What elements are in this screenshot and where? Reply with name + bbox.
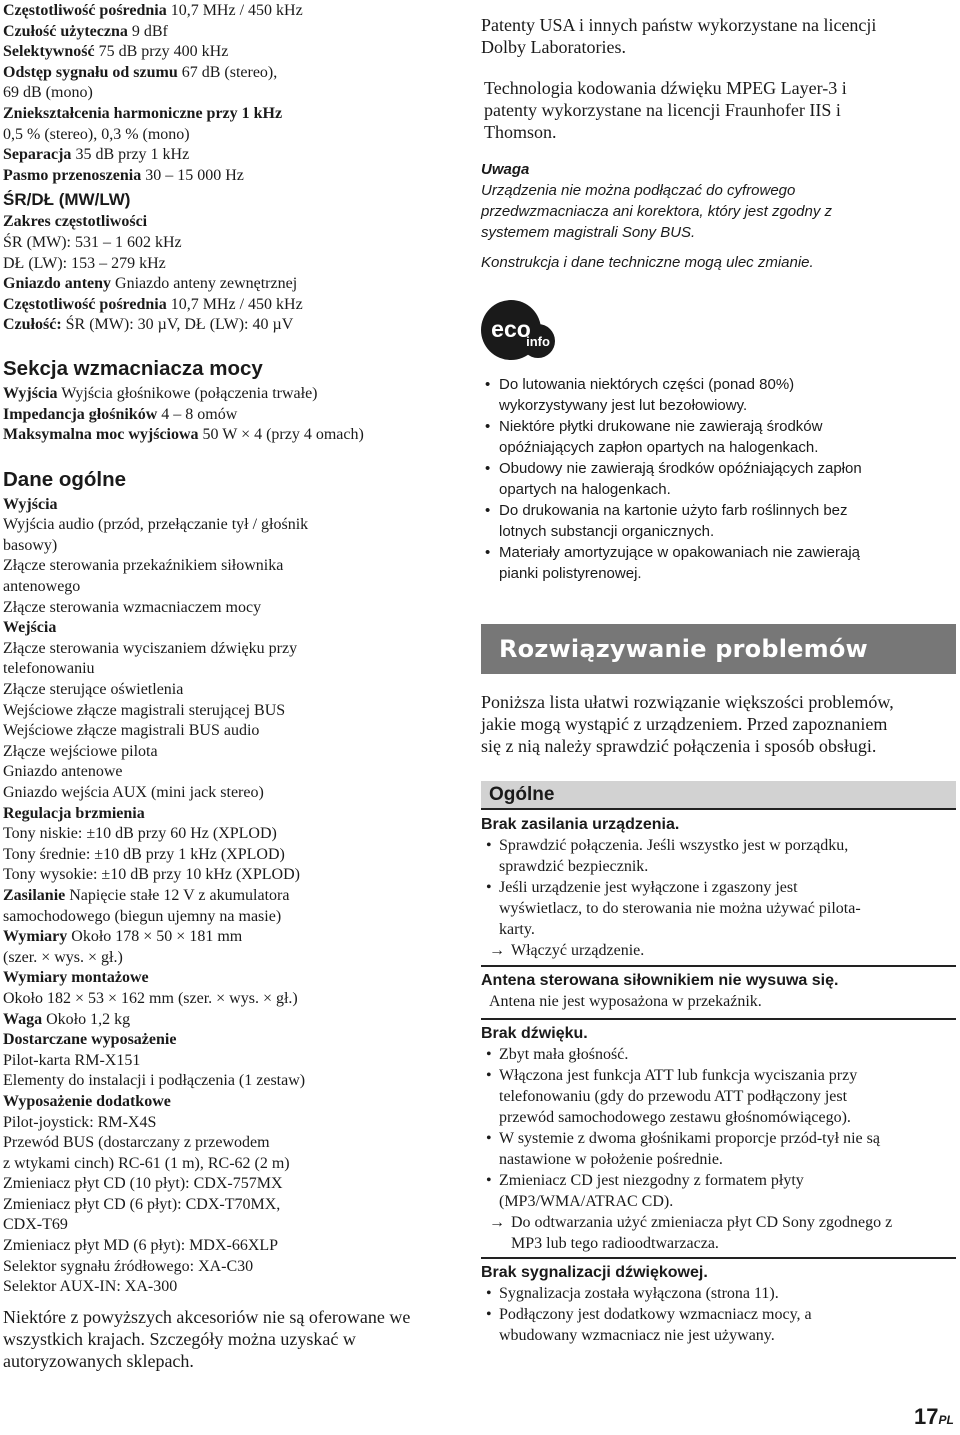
solution-item: • Sygnalizacja została wyłączona (strona 11). — [481, 1283, 881, 1304]
spec-continuation: Tony średnie: ±10 dB przy 1 kHz (XPLOD) — [3, 845, 285, 863]
spec-row — [3, 425, 465, 446]
spec-continuation: Wejściowe złącze magistrali sterującej BUS — [3, 701, 286, 719]
section-rule — [481, 1018, 956, 1020]
right-column — [481, 0, 956, 1346]
fm-spec-list — [3, 1, 465, 186]
spec-label: Częstotliwość pośrednia — [3, 295, 167, 313]
spec-row — [3, 166, 465, 187]
general-section-heading: Dane ogólne — [3, 467, 127, 491]
spec-row — [3, 145, 465, 166]
spec-continuation: Gniazdo wejścia AUX (mini jack stereo) — [3, 784, 264, 801]
spec-label: Separacja — [3, 146, 72, 164]
spec-label: Waga — [3, 1010, 43, 1028]
spec-continuation: Selektor AUX-IN: XA-300 — [3, 1278, 178, 1296]
spec-continuation: Gniazdo antenowe — [3, 763, 123, 781]
spec-label: Selektywność — [3, 43, 95, 61]
spec-row — [3, 804, 465, 825]
solution-item: • Zmieniacz CD jest niezgodny z formatem płyty (MP3/WMA/ATRAC CD). — [481, 1170, 901, 1212]
spec-value: 35 dB przy 1 kHz — [75, 146, 190, 164]
spec-label: Odstęp sygnału od szumu — [3, 63, 178, 81]
section-rule — [481, 965, 956, 967]
spec-continuation: Złącze sterowania przekaźnikiem siłownika — [3, 557, 284, 575]
spec-label: Wymiary — [3, 928, 68, 946]
spec-continuation: Pilot-joystick: RM-X4S — [3, 1113, 157, 1131]
spec-label: Wyjścia — [3, 384, 58, 402]
problem-no-power-solutions — [481, 835, 881, 940]
spec-value: 9 dBf — [131, 22, 168, 40]
spec-value: 50 W × 4 (przy 4 omach) — [202, 426, 364, 444]
spec-label: Wymiary montażowe — [3, 969, 149, 987]
spec-continuation: Elementy do instalacji i podłączenia (1 zestaw) — [3, 1072, 306, 1090]
arrow-right-icon: → — [489, 1214, 505, 1231]
spec-row — [3, 886, 465, 907]
eco-bullet-item: • Niektóre płytki drukowane nie zawierają środków opóźniających zapłon opartych na halogenkach. — [481, 416, 881, 458]
solution-item: • Sprawdzić połączenia. Jeśli wszystko jest w porządku, sprawdzić bezpiecznik. — [481, 835, 881, 877]
spec-continuation: Złącze sterowania wyciszaniem dźwięku przy — [3, 639, 298, 657]
solution-item: • Włączona jest funkcja ATT lub funkcja wyciszania przy telefonowaniu (gdy do przewodu ATT podłączony jest przewód samochodowego zestawu głośnomówiącego). — [481, 1065, 901, 1128]
spec-label: Wejścia — [3, 619, 57, 637]
solution-item: • Jeśli urządzenie jest wyłączone i zgaszony jest wyświetlacz, to do sterowania nie można używać pilota-karty. — [481, 877, 881, 940]
spec-row — [3, 274, 465, 295]
note-heading: Uwaga — [481, 161, 530, 178]
troubleshooting-title: Rozwiązywanie problemów — [499, 635, 868, 663]
spec-label: Zniekształcenia harmoniczne przy 1 kHz — [3, 104, 283, 122]
spec-row — [3, 618, 465, 639]
spec-continuation: Zmieniacz płyt CD (6 płyt): CDX-T70MX, — [3, 1195, 281, 1213]
spec-label: Gniazdo anteny — [3, 275, 112, 293]
spec-value: 30 – 15 000 Hz — [145, 166, 244, 184]
spec-value: 75 dB przy 400 kHz — [98, 43, 229, 61]
spec-value: 4 – 8 omów — [161, 405, 238, 423]
spec-row — [3, 1010, 465, 1031]
spec-label: Wyjścia — [3, 495, 58, 513]
spec-continuation: (szer. × wys. × gł.) — [3, 948, 123, 966]
spec-row — [3, 384, 465, 405]
spec-continuation: Wejściowe złącze magistrali BUS audio — [3, 722, 260, 740]
spec-value: Około 1,2 kg — [46, 1010, 131, 1028]
spec-continuation: CDX-T69 — [3, 1216, 68, 1234]
mwlw-heading: ŚR/DŁ (MW/LW) — [3, 190, 131, 210]
eco-bullet-item: • Do lutowania niektórych części (ponad 80%) wykorzystywany jest lut bezołowiowy. — [481, 374, 881, 416]
spec-label: Czułość użyteczna — [3, 22, 128, 40]
spec-label: Częstotliwość pośrednia — [3, 2, 167, 19]
spec-row — [3, 1092, 465, 1113]
spec-continuation: DŁ (LW): 153 – 279 kHz — [3, 254, 166, 272]
spec-value: 67 dB (stereo), — [181, 63, 278, 81]
page-number-suffix: PL — [938, 1413, 954, 1427]
spec-continuation: ŚR (MW): 531 – 1 602 kHz — [3, 233, 182, 251]
spec-continuation: Pilot-karta RM-X151 — [3, 1051, 141, 1069]
solution-item: • Zbyt mała głośność. — [481, 1044, 901, 1065]
problem-no-sound: Brak dźwięku. — [481, 1025, 588, 1042]
spec-continuation: z wtykami cinch) RC-61 (1 m), RC-62 (2 m) — [3, 1154, 290, 1172]
spec-row — [3, 315, 465, 336]
spec-continuation: Złącze sterujące oświetlenia — [3, 681, 184, 699]
problem-no-power: Brak zasilania urządzenia. — [481, 816, 680, 833]
problem-no-beep: Brak sygnalizacji dźwiękowej. — [481, 1264, 708, 1281]
spec-continuation: samochodowego (biegun ujemny na masie) — [3, 907, 282, 925]
spec-value: 10,7 MHz / 450 kHz — [170, 295, 303, 313]
spec-row — [3, 212, 465, 233]
page-number — [914, 1404, 954, 1430]
problem-no-sound-solutions — [481, 1044, 901, 1212]
spec-continuation: Złącze wejściowe pilota — [3, 742, 158, 760]
action-text: Włączyć urządzenie. — [511, 942, 645, 959]
spec-value: 10,7 MHz / 450 kHz — [170, 2, 303, 19]
spec-continuation: Około 182 × 53 × 162 mm (szer. × wys. × gł.) — [3, 989, 298, 1007]
spec-value: Wyjścia głośnikowe (połączenia trwałe) — [61, 384, 318, 402]
solution-item: • W systemie z dwoma głośnikami proporcje przód-tył nie są nastawione w położenie pośrednie. — [481, 1128, 901, 1170]
amp-spec-list — [3, 384, 465, 446]
spec-value: Około 178 × 50 × 181 mm — [71, 928, 243, 946]
spec-row — [3, 63, 465, 84]
solution-item: • Podłączony jest dodatkowy wzmacniacz mocy, a wbudowany wzmacniacz nie jest używany. — [481, 1304, 881, 1346]
spec-label: Dostarczane wyposażenie — [3, 1031, 177, 1049]
spec-label: Maksymalna moc wyjściowa — [3, 426, 199, 444]
eco-bullet-item: • Do drukowania na kartonie użyto farb roślinnych bez lotnych substancji organicznych. — [481, 500, 881, 542]
spec-label: Regulacja brzmienia — [3, 804, 145, 822]
spec-label: Czułość: — [3, 316, 62, 334]
spec-row — [3, 1, 465, 22]
amp-section-heading: Sekcja wzmacniacza mocy — [3, 356, 263, 380]
spec-label: Pasmo przenoszenia — [3, 166, 142, 184]
spec-continuation: Przewód BUS (dostarczany z przewodem — [3, 1134, 270, 1152]
spec-row — [3, 1030, 465, 1051]
spec-continuation: telefonowaniu — [3, 660, 95, 678]
spec-continuation: Zmieniacz płyt MD (6 płyt): MDX-66XLP — [3, 1237, 279, 1255]
spec-label: Zakres częstotliwości — [3, 213, 148, 231]
accessories-footnote: Niektóre z powyższych akcesoriów nie są oferowane we wszystkich krajach. Szczegóły można uzyskać w autoryzowanych sklepach. — [3, 1306, 411, 1371]
page-number-value: 17 — [914, 1404, 939, 1429]
spec-label: Zasilanie — [3, 886, 66, 904]
spec-row — [3, 968, 465, 989]
troubleshooting-intro: Poniższa lista ułatwi rozwiązanie większości problemów, jakie mogą wystąpić z urządzeniem. Przed zapoznaniem się z nią należy sprawdzić połączenia i sposób obsługi. — [481, 692, 894, 756]
dolby-notice: Patenty USA i innych państw wykorzystane na licencji Dolby Laboratories. — [481, 15, 877, 57]
eco-bullet-item: • Obudowy nie zawierają środków opóźniających zapłon opartych na halogenkach. — [481, 458, 881, 500]
mpeg-notice: Technologia kodowania dźwięku MPEG Layer-3 i patenty wykorzystane na licencji Fraunhofer IIS i Thomson. — [484, 78, 847, 142]
spec-row — [3, 495, 465, 516]
problem-no-beep-solutions — [481, 1283, 881, 1346]
spec-continuation: Tony niskie: ±10 dB przy 60 Hz (XPLOD) — [3, 825, 277, 843]
mwlw-spec-list — [3, 212, 465, 336]
spec-value: Gniazdo anteny zewnętrznej — [115, 275, 298, 293]
spec-row — [3, 104, 465, 125]
eco-info-logo — [481, 299, 563, 361]
arrow-right-icon: → — [489, 942, 505, 959]
spec-continuation: Zmieniacz płyt CD (10 płyt): CDX-757MX — [3, 1175, 283, 1193]
spec-continuation: 0,5 % (stereo), 0,3 % (mono) — [3, 125, 190, 143]
problem-antenna: Antena sterowana siłownikiem nie wysuwa się. — [481, 972, 839, 989]
general-tab-heading — [481, 781, 956, 808]
spec-row — [3, 927, 465, 948]
spec-row — [3, 295, 465, 316]
problem-no-sound-action — [481, 1212, 911, 1254]
spec-row — [3, 405, 465, 426]
spec-continuation: Tony wysokie: ±10 dB przy 10 kHz (XPLOD) — [3, 866, 300, 884]
troubleshooting-banner — [481, 624, 956, 674]
spec-continuation: Wyjścia audio (przód, przełączanie tył / głośnik — [3, 516, 309, 534]
spec-label: Wyposażenie dodatkowe — [3, 1092, 171, 1110]
action-text: Do odtwarzania użyć zmieniacza płyt CD Sony zgodnego z MP3 lub tego radioodtwarzacza. — [511, 1214, 893, 1252]
general-tab-label: Ogólne — [489, 784, 555, 805]
spec-continuation: 69 dB (mono) — [3, 84, 93, 102]
spec-label: Impedancja głośników — [3, 405, 158, 423]
eco-bullet-item: • Materiały amortyzujące w opakowaniach nie zawierają pianki polistyrenowej. — [481, 542, 881, 584]
problem-no-power-action — [481, 940, 956, 961]
spec-row — [3, 22, 465, 43]
general-spec-list — [3, 495, 465, 1298]
info-logo-word: info — [526, 334, 550, 349]
eco-bullet-list — [481, 374, 881, 584]
specs-change-note: Konstrukcja i dane techniczne mogą ulec zmianie. — [481, 254, 814, 271]
eco-logo-word: eco — [491, 316, 531, 342]
spec-value: ŚR (MW): 30 µV, DŁ (LW): 40 µV — [65, 316, 294, 334]
spec-continuation: basowy) — [3, 536, 58, 554]
section-rule — [481, 808, 956, 810]
spec-value: Napięcie stałe 12 V z akumulatora — [69, 886, 290, 904]
note-text: Urządzenia nie można podłączać do cyfrowego przedwzmacniacza ani korektora, który jest zgodny z systemem magistrali Sony BUS. — [481, 182, 832, 241]
section-rule — [481, 1257, 956, 1259]
spec-continuation: Selektor sygnału źródłowego: XA-C30 — [3, 1257, 254, 1275]
problem-antenna-cause: Antena nie jest wyposażona w przekaźnik. — [489, 993, 762, 1010]
spec-continuation: antenowego — [3, 578, 81, 596]
spec-row — [3, 42, 465, 63]
left-column — [3, 0, 465, 1372]
spec-continuation: Złącze sterowania wzmacniaczem mocy — [3, 598, 262, 616]
